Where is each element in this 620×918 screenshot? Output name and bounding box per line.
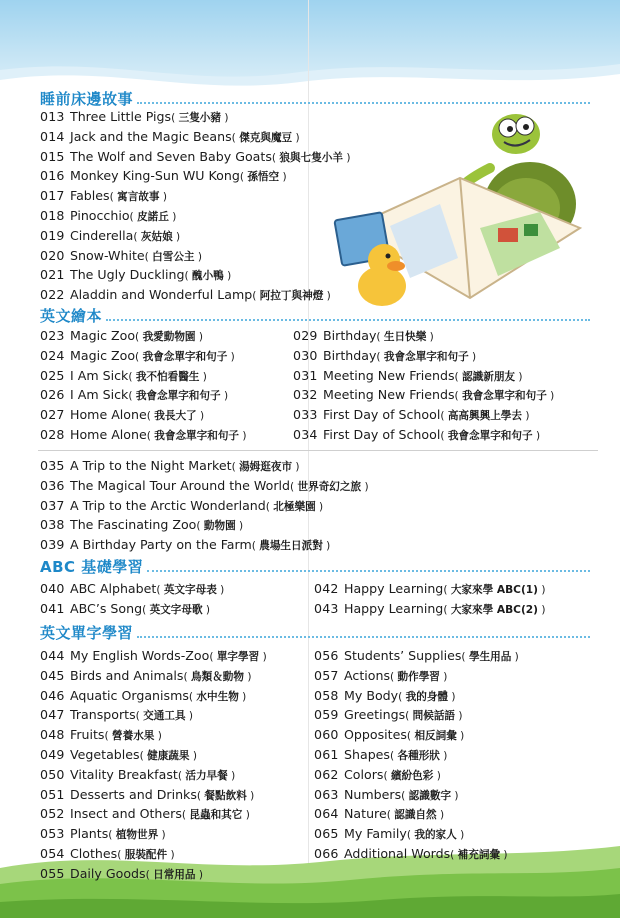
item-title-zh: ( 我會念單字和句子 ): [455, 390, 555, 402]
item-title-zh: ( 動作學習 ): [390, 671, 447, 683]
item-title-zh: ( 孫悟空 ): [240, 171, 287, 183]
list-item: [40, 705, 267, 725]
list-item: [40, 285, 351, 305]
list-item: [40, 265, 351, 285]
item-number: 034: [293, 426, 318, 442]
item-title-en: Opposites: [344, 727, 407, 743]
item-title-en: Clothes: [70, 845, 118, 861]
item-number: 058: [314, 687, 339, 703]
item-number: 059: [314, 707, 339, 723]
item-title-zh: ( 三隻小豬 ): [171, 112, 228, 124]
item-title-zh: ( 昆蟲和其它 ): [182, 809, 250, 821]
item-title-en: Aladdin and Wonderful Lamp: [70, 287, 253, 303]
item-title-en: Shapes: [344, 746, 390, 762]
list-item: [293, 405, 554, 425]
picturebooks-left-list: [40, 326, 247, 445]
list-item: [40, 127, 351, 147]
list-item: [40, 599, 224, 619]
item-title-zh: ( 我的身體 ): [398, 691, 455, 703]
list-item: [314, 686, 519, 706]
item-number: 051: [40, 786, 65, 802]
item-number: 018: [40, 207, 65, 223]
item-title-en: Transports: [70, 707, 136, 723]
list-item: [40, 166, 351, 186]
abc-right-list: [314, 579, 546, 619]
words-right-list: [314, 646, 519, 864]
item-title-zh: ( 生日快樂 ): [376, 331, 433, 343]
list-item: [40, 725, 267, 745]
list-item: [40, 476, 369, 496]
list-item: [314, 705, 519, 725]
list-item: [40, 425, 247, 445]
list-item: [40, 147, 351, 167]
item-title-en: Desserts and Drinks: [70, 786, 197, 802]
section-title: 英文繪本: [40, 307, 103, 325]
list-item: [293, 385, 554, 405]
section-header-picturebooks: [40, 307, 590, 325]
reading-turtle-illustration: [330, 108, 602, 318]
item-title-zh: ( 餐點飲料 ): [197, 790, 254, 802]
item-title-en: The Wolf and Seven Baby Goats: [70, 148, 272, 164]
item-number: 040: [40, 581, 65, 596]
item-number: 052: [40, 806, 65, 822]
item-title-zh: ( 大家來學 ABC(1) ): [443, 584, 545, 596]
item-title-en: Home Alone: [70, 407, 147, 423]
list-item: [314, 666, 519, 686]
item-title-zh: ( 各種形狀 ): [390, 750, 447, 762]
item-number: 042: [314, 581, 339, 596]
item-title-zh: ( 水中生物 ): [189, 691, 246, 703]
list-item: [314, 844, 519, 864]
item-number: 014: [40, 128, 65, 144]
item-title-en: My Body: [344, 687, 399, 703]
item-title-zh: ( 認識數字 ): [401, 790, 458, 802]
item-number: 028: [40, 426, 65, 442]
item-number: 032: [293, 387, 318, 403]
item-number: 048: [40, 727, 65, 743]
list-item: [40, 579, 224, 599]
list-item: [40, 206, 351, 226]
item-number: 049: [40, 746, 65, 762]
list-item: [314, 745, 519, 765]
item-title-en: Happy Learning: [344, 581, 444, 596]
dotted-rule: [106, 319, 590, 321]
list-item: [40, 666, 267, 686]
item-title-en: Meeting New Friends: [323, 367, 455, 383]
item-title-en: Students’ Supplies: [344, 648, 462, 663]
list-item: [293, 346, 554, 366]
item-title-zh: ( 狼與七隻小羊 ): [272, 152, 351, 164]
list-item: [40, 226, 351, 246]
item-number: 053: [40, 826, 65, 842]
item-title-zh: ( 營養水果 ): [105, 730, 162, 742]
item-title-zh: ( 認識新朋友 ): [455, 371, 523, 383]
item-number: 047: [40, 707, 65, 723]
list-item: [40, 535, 369, 555]
picturebooks-bottom-list: [40, 456, 369, 555]
item-number: 035: [40, 458, 65, 473]
item-title-zh: ( 我長大了 ): [147, 410, 204, 422]
item-title-zh: ( 高高興興上學去 ): [440, 410, 529, 422]
list-item: [293, 366, 554, 386]
item-title-zh: ( 我會念單字和句子 ): [128, 390, 228, 402]
item-title-zh: ( 單字學習 ): [209, 651, 266, 663]
item-title-zh: ( 英文字母歌 ): [142, 604, 210, 616]
item-number: 064: [314, 806, 339, 822]
list-item: [314, 824, 519, 844]
item-title-en: Jack and the Magic Beans: [70, 128, 232, 144]
item-title-en: First Day of School: [323, 426, 441, 442]
list-item: [314, 725, 519, 745]
list-item: [314, 785, 519, 805]
item-number: 036: [40, 477, 65, 493]
item-number: 030: [293, 347, 318, 363]
item-title-zh: ( 農場生日派對 ): [252, 540, 331, 552]
list-item: [40, 366, 247, 386]
list-item: [314, 579, 546, 599]
list-item: [40, 686, 267, 706]
list-item: [293, 425, 554, 445]
list-item: [40, 385, 247, 405]
item-title-en: Colors: [344, 766, 384, 782]
list-item: [40, 646, 267, 666]
dotted-rule: [137, 636, 590, 638]
list-item: [40, 745, 267, 765]
item-title-en: Numbers: [344, 786, 402, 802]
item-number: 045: [40, 667, 65, 683]
item-number: 044: [40, 648, 65, 663]
item-title-zh: ( 相反詞彙 ): [407, 730, 464, 742]
section-header-words: [40, 624, 590, 642]
section-title: 英文單字學習: [40, 624, 134, 642]
item-title-zh: ( 北極樂園 ): [266, 501, 323, 513]
list-item: [40, 326, 247, 346]
picturebooks-right-list: [293, 326, 554, 445]
item-number: 061: [314, 746, 339, 762]
item-title-zh: ( 鳥類＆動物 ): [184, 671, 252, 683]
item-title-en: Home Alone: [70, 426, 147, 442]
item-number: 029: [293, 328, 318, 343]
list-item: [40, 864, 267, 884]
section-header-abc: [40, 558, 590, 576]
item-number: 055: [40, 865, 65, 881]
section-divider: [38, 450, 598, 451]
item-title-zh: ( 動物園 ): [196, 520, 243, 532]
item-title-zh: ( 我不怕看醫生 ): [128, 371, 207, 383]
item-title-zh: ( 我會念單字和句子 ): [135, 351, 235, 363]
item-title-en: Fruits: [70, 727, 105, 743]
item-title-en: Actions: [344, 667, 391, 683]
list-item: [293, 326, 554, 346]
item-title-en: Pinocchio: [70, 207, 130, 223]
item-title-zh: ( 英文字母表 ): [156, 584, 224, 596]
item-title-zh: ( 交通工具 ): [136, 710, 193, 722]
dotted-rule: [137, 102, 590, 104]
item-number: 031: [293, 367, 318, 383]
list-item: [314, 646, 519, 666]
item-title-en: Birthday: [323, 328, 377, 343]
item-title-en: A Trip to the Arctic Wonderland: [70, 497, 266, 513]
list-item: [40, 346, 247, 366]
item-number: 015: [40, 148, 65, 164]
item-number: 060: [314, 727, 339, 743]
item-title-en: My Family: [344, 826, 407, 842]
section-title: ABC 基礎學習: [40, 558, 144, 576]
item-title-zh: ( 我愛動物園 ): [135, 331, 203, 343]
item-title-en: The Fascinating Zoo: [70, 517, 197, 533]
words-left-list: [40, 646, 267, 884]
item-number: 039: [40, 537, 65, 553]
item-number: 024: [40, 347, 65, 363]
list-item: [314, 804, 519, 824]
item-title-en: A Trip to the Night Market: [70, 458, 232, 473]
item-number: 020: [40, 247, 65, 263]
item-title-zh: ( 白雪公主 ): [145, 251, 202, 263]
item-title-en: Insect and Others: [70, 806, 182, 822]
item-title-en: Magic Zoo: [70, 347, 136, 363]
item-title-zh: ( 服裝配件 ): [117, 849, 174, 861]
item-number: 026: [40, 387, 65, 403]
item-number: 037: [40, 497, 65, 513]
list-item: [40, 405, 247, 425]
item-title-en: Birthday: [323, 347, 377, 363]
item-number: 019: [40, 227, 65, 243]
item-number: 013: [40, 109, 65, 124]
item-title-zh: ( 日常用品 ): [146, 869, 203, 881]
item-number: 046: [40, 687, 65, 703]
item-number: 038: [40, 517, 65, 533]
bedtime-list: [40, 107, 351, 305]
abc-left-list: [40, 579, 224, 619]
item-title-zh: ( 大家來學 ABC(2) ): [443, 604, 545, 616]
item-title-en: Vitality Breakfast: [70, 766, 178, 782]
item-number: 062: [314, 766, 339, 782]
item-number: 021: [40, 267, 65, 283]
item-title-en: ABC’s Song: [70, 600, 143, 616]
list-item: [40, 765, 267, 785]
item-title-zh: ( 繽紛色彩 ): [383, 770, 440, 782]
list-item: [40, 456, 369, 476]
item-number: 066: [314, 845, 339, 861]
item-title-zh: ( 補充詞彙 ): [450, 849, 507, 861]
item-title-en: Aquatic Organisms: [70, 687, 189, 703]
item-title-en: Vegetables: [70, 746, 140, 762]
item-title-zh: ( 世界奇幻之旅 ): [290, 481, 369, 493]
item-number: 065: [314, 826, 339, 842]
item-number: 023: [40, 328, 65, 343]
item-title-zh: ( 我會念單字和句子 ): [440, 430, 540, 442]
item-title-zh: ( 阿拉丁與神燈 ): [252, 290, 331, 302]
item-title-en: The Magical Tour Around the World: [70, 477, 291, 493]
item-title-en: Three Little Pigs: [70, 109, 172, 124]
list-item: [314, 765, 519, 785]
item-title-zh: ( 灰姑娘 ): [133, 231, 180, 243]
item-title-zh: ( 湯姆逛夜市 ): [232, 461, 300, 473]
list-item: [40, 515, 369, 535]
item-number: 025: [40, 367, 65, 383]
item-title-zh: ( 皮諾丘 ): [130, 211, 177, 223]
item-title-en: Birds and Animals: [70, 667, 184, 683]
list-item: [40, 246, 351, 266]
item-number: 017: [40, 188, 65, 204]
item-number: 016: [40, 168, 65, 184]
item-title-en: The Ugly Duckling: [70, 267, 185, 283]
item-title-en: Meeting New Friends: [323, 387, 455, 403]
item-title-en: Snow-White: [70, 247, 145, 263]
item-number: 050: [40, 766, 65, 782]
item-title-zh: ( 傑克與魔豆 ): [232, 132, 300, 144]
item-number: 056: [314, 648, 339, 663]
item-title-en: Happy Learning: [344, 600, 444, 616]
item-number: 027: [40, 407, 65, 423]
item-title-en: Magic Zoo: [70, 328, 136, 343]
item-title-zh: ( 活力早餐 ): [178, 770, 235, 782]
section-title: 睡前床邊故事: [40, 90, 134, 108]
item-title-en: A Birthday Party on the Farm: [70, 537, 252, 553]
item-title-zh: ( 學生用品 ): [461, 651, 518, 663]
list-item: [40, 844, 267, 864]
item-number: 057: [314, 667, 339, 683]
item-title-zh: ( 問候話語 ): [405, 710, 462, 722]
list-item: [40, 824, 267, 844]
item-title-en: Cinderella: [70, 227, 134, 243]
item-title-en: Monkey King-Sun WU Kong: [70, 168, 240, 184]
item-number: 033: [293, 407, 318, 423]
item-title-en: Plants: [70, 826, 109, 842]
item-title-en: I Am Sick: [70, 387, 129, 403]
item-title-zh: ( 健康蔬果 ): [140, 750, 197, 762]
section-header-bedtime: [40, 90, 590, 108]
item-number: 054: [40, 845, 65, 861]
item-title-zh: ( 我會念單字和句子 ): [376, 351, 476, 363]
list-item: [40, 107, 351, 127]
item-title-en: Greetings: [344, 707, 406, 723]
item-title-en: Daily Goods: [70, 865, 146, 881]
list-item: [40, 785, 267, 805]
item-number: 063: [314, 786, 339, 802]
item-number: 043: [314, 600, 339, 616]
list-item: [40, 496, 369, 516]
item-number: 022: [40, 287, 65, 303]
list-item: [40, 186, 351, 206]
list-item: [314, 599, 546, 619]
item-title-zh: ( 醜小鴨 ): [184, 270, 231, 282]
item-title-zh: ( 植物世界 ): [108, 829, 165, 841]
dotted-rule: [147, 570, 590, 572]
item-title-en: I Am Sick: [70, 367, 129, 383]
item-title-en: ABC Alphabet: [70, 581, 157, 596]
item-title-zh: ( 我會念單字和句子 ): [147, 430, 247, 442]
item-title-zh: ( 寓言故事 ): [110, 191, 167, 203]
item-title-en: My English Words-Zoo: [70, 648, 210, 663]
item-title-zh: ( 認識自然 ): [387, 809, 444, 821]
item-number: 041: [40, 600, 65, 616]
item-title-en: First Day of School: [323, 407, 441, 423]
list-item: [40, 804, 267, 824]
item-title-en: Nature: [344, 806, 387, 822]
item-title-zh: ( 我的家人 ): [407, 829, 464, 841]
item-title-en: Additional Words: [344, 845, 451, 861]
item-title-en: Fables: [70, 188, 110, 204]
